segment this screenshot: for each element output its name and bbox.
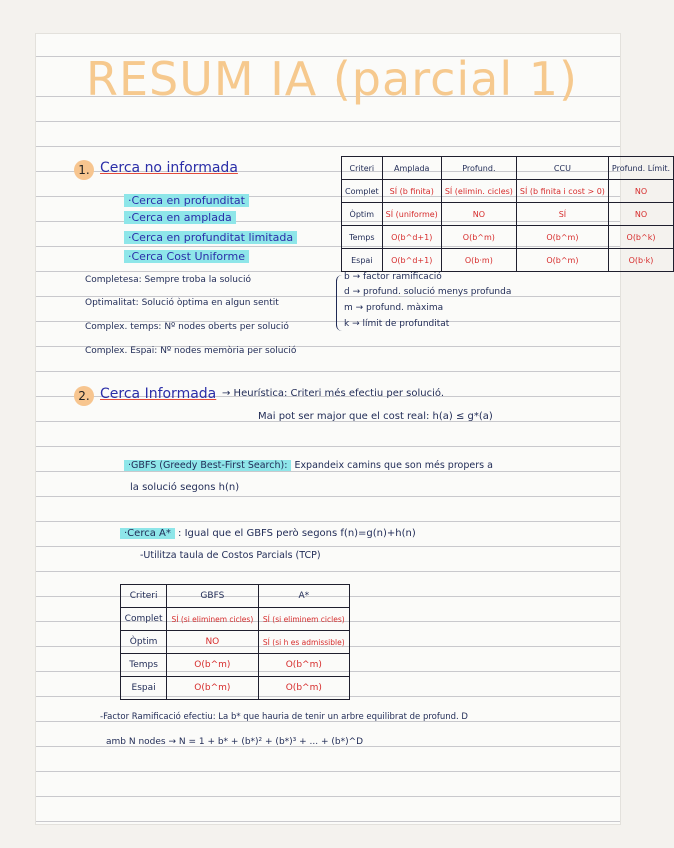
table-cell: SÍ (si eliminem cicles): [167, 608, 258, 631]
table-cell: SÍ: [516, 203, 608, 226]
table-cell: SÍ (si h es admissible): [258, 631, 349, 654]
table-cell: Complet: [342, 180, 383, 203]
legend-bracket: [336, 275, 343, 331]
gbfs-label: ·GBFS (Greedy Best-First Search):: [124, 460, 291, 471]
table-row: [342, 203, 674, 226]
table-cell: NO: [167, 631, 258, 654]
table-header: A*: [258, 585, 349, 608]
legend-b: b → factor ramificació: [344, 272, 442, 282]
table-cell: SÍ (b finita): [382, 180, 441, 203]
table-cell: Òptim: [121, 631, 167, 654]
bullet-profunditat: ·Cerca en profunditat: [124, 194, 249, 207]
section-2-number: 2.: [74, 386, 94, 406]
legend-d: d → profund. solució menys profunda: [344, 287, 512, 297]
table-row: [342, 226, 674, 249]
heuristic-definition: → Heurística: Criteri més efectiu per solució.: [222, 388, 445, 399]
table-header: Criteri: [342, 157, 383, 180]
table-cell: SÍ (uniforme): [382, 203, 441, 226]
factor-ramificacio-line: -Factor Ramificació efectiu: La b* que hauria de tenir un arbre equilibrat de profund. D: [100, 712, 468, 722]
table-header: Profund. Límit.: [608, 157, 673, 180]
table-cell: O(b^m): [516, 249, 608, 272]
table-cell: Espai: [121, 677, 167, 700]
heuristic-admissibility: Mai pot ser major que el cost real: h(a) ≤ g*(a): [258, 411, 493, 422]
gbfs-description-2: la solució segons h(n): [130, 482, 240, 493]
table-cell: SÍ (si eliminem cicles): [258, 608, 349, 631]
table-cell: SÍ (b finita i cost > 0): [516, 180, 608, 203]
bullet-amplada: ·Cerca en amplada: [124, 211, 236, 224]
astar-label: ·Cerca A*: [120, 528, 175, 539]
table-row: [342, 180, 674, 203]
astar-tcp: -Utilitza taula de Costos Parcials (TCP): [140, 550, 321, 561]
table-row: [121, 631, 350, 654]
table-cell: SÍ (elimin. cicles): [441, 180, 516, 203]
table-cell: Temps: [342, 226, 383, 249]
table-row: [121, 677, 350, 700]
definition-complex-temps: Complex. temps: Nº nodes oberts per solució: [85, 322, 289, 332]
table-cell: Espai: [342, 249, 383, 272]
table-row: [121, 608, 350, 631]
table-row: [121, 654, 350, 677]
table-cell: O(b^m): [167, 654, 258, 677]
section-1-number: 1.: [74, 160, 94, 180]
table-cell: Complet: [121, 608, 167, 631]
table-cell: O(b^d+1): [382, 226, 441, 249]
table-cell: O(b^d+1): [382, 249, 441, 272]
table-header: Profund.: [441, 157, 516, 180]
table-header: CCU: [516, 157, 608, 180]
legend-m: m → profund. màxima: [344, 303, 444, 313]
astar-description: : Igual que el GBFS però segons f(n)=g(n)+h(n): [178, 528, 416, 539]
informed-search-table: [120, 584, 350, 700]
section-1-heading: Cerca no informada: [100, 160, 238, 176]
definition-optimalitat: Optimalitat: Solució òptima en algun sentit: [85, 298, 279, 308]
table-header: Criteri: [121, 585, 167, 608]
table-header: GBFS: [167, 585, 258, 608]
notebook-page: [36, 34, 620, 824]
table-cell: O(b^m): [258, 654, 349, 677]
definition-completesa: Completesa: Sempre troba la solució: [85, 275, 251, 285]
table-cell: O(b^m): [441, 226, 516, 249]
table-cell: NO: [441, 203, 516, 226]
bullet-cost-uniforme: ·Cerca Cost Uniforme: [124, 250, 249, 263]
table-cell: Òptim: [342, 203, 383, 226]
table-cell: O(b·m): [441, 249, 516, 272]
section-2-heading: Cerca Informada: [100, 386, 217, 402]
table-cell: NO: [608, 203, 673, 226]
table-cell: O(b^m): [258, 677, 349, 700]
factor-ramificacio-formula: amb N nodes → N = 1 + b* + (b*)² + (b*)³ + ... + (b*)^D: [106, 737, 364, 747]
legend-k: k → límit de profunditat: [344, 319, 450, 329]
bullet-profunditat-limitada: ·Cerca en profunditat limitada: [124, 231, 297, 244]
table-cell: O(b^k): [608, 226, 673, 249]
table-cell: NO: [608, 180, 673, 203]
table-cell: O(b^m): [516, 226, 608, 249]
table-header: Amplada: [382, 157, 441, 180]
definition-complex-espai: Complex. Espai: Nº nodes memòria per solució: [85, 346, 297, 356]
page-title: RESUM IA (parcial 1): [86, 52, 578, 106]
table-row: [342, 249, 674, 272]
uninformed-search-table: [341, 156, 674, 272]
table-cell: O(b·k): [608, 249, 673, 272]
table-cell: Temps: [121, 654, 167, 677]
table-cell: O(b^m): [167, 677, 258, 700]
gbfs-description: Expandeix camins que son més propers a: [294, 460, 493, 471]
